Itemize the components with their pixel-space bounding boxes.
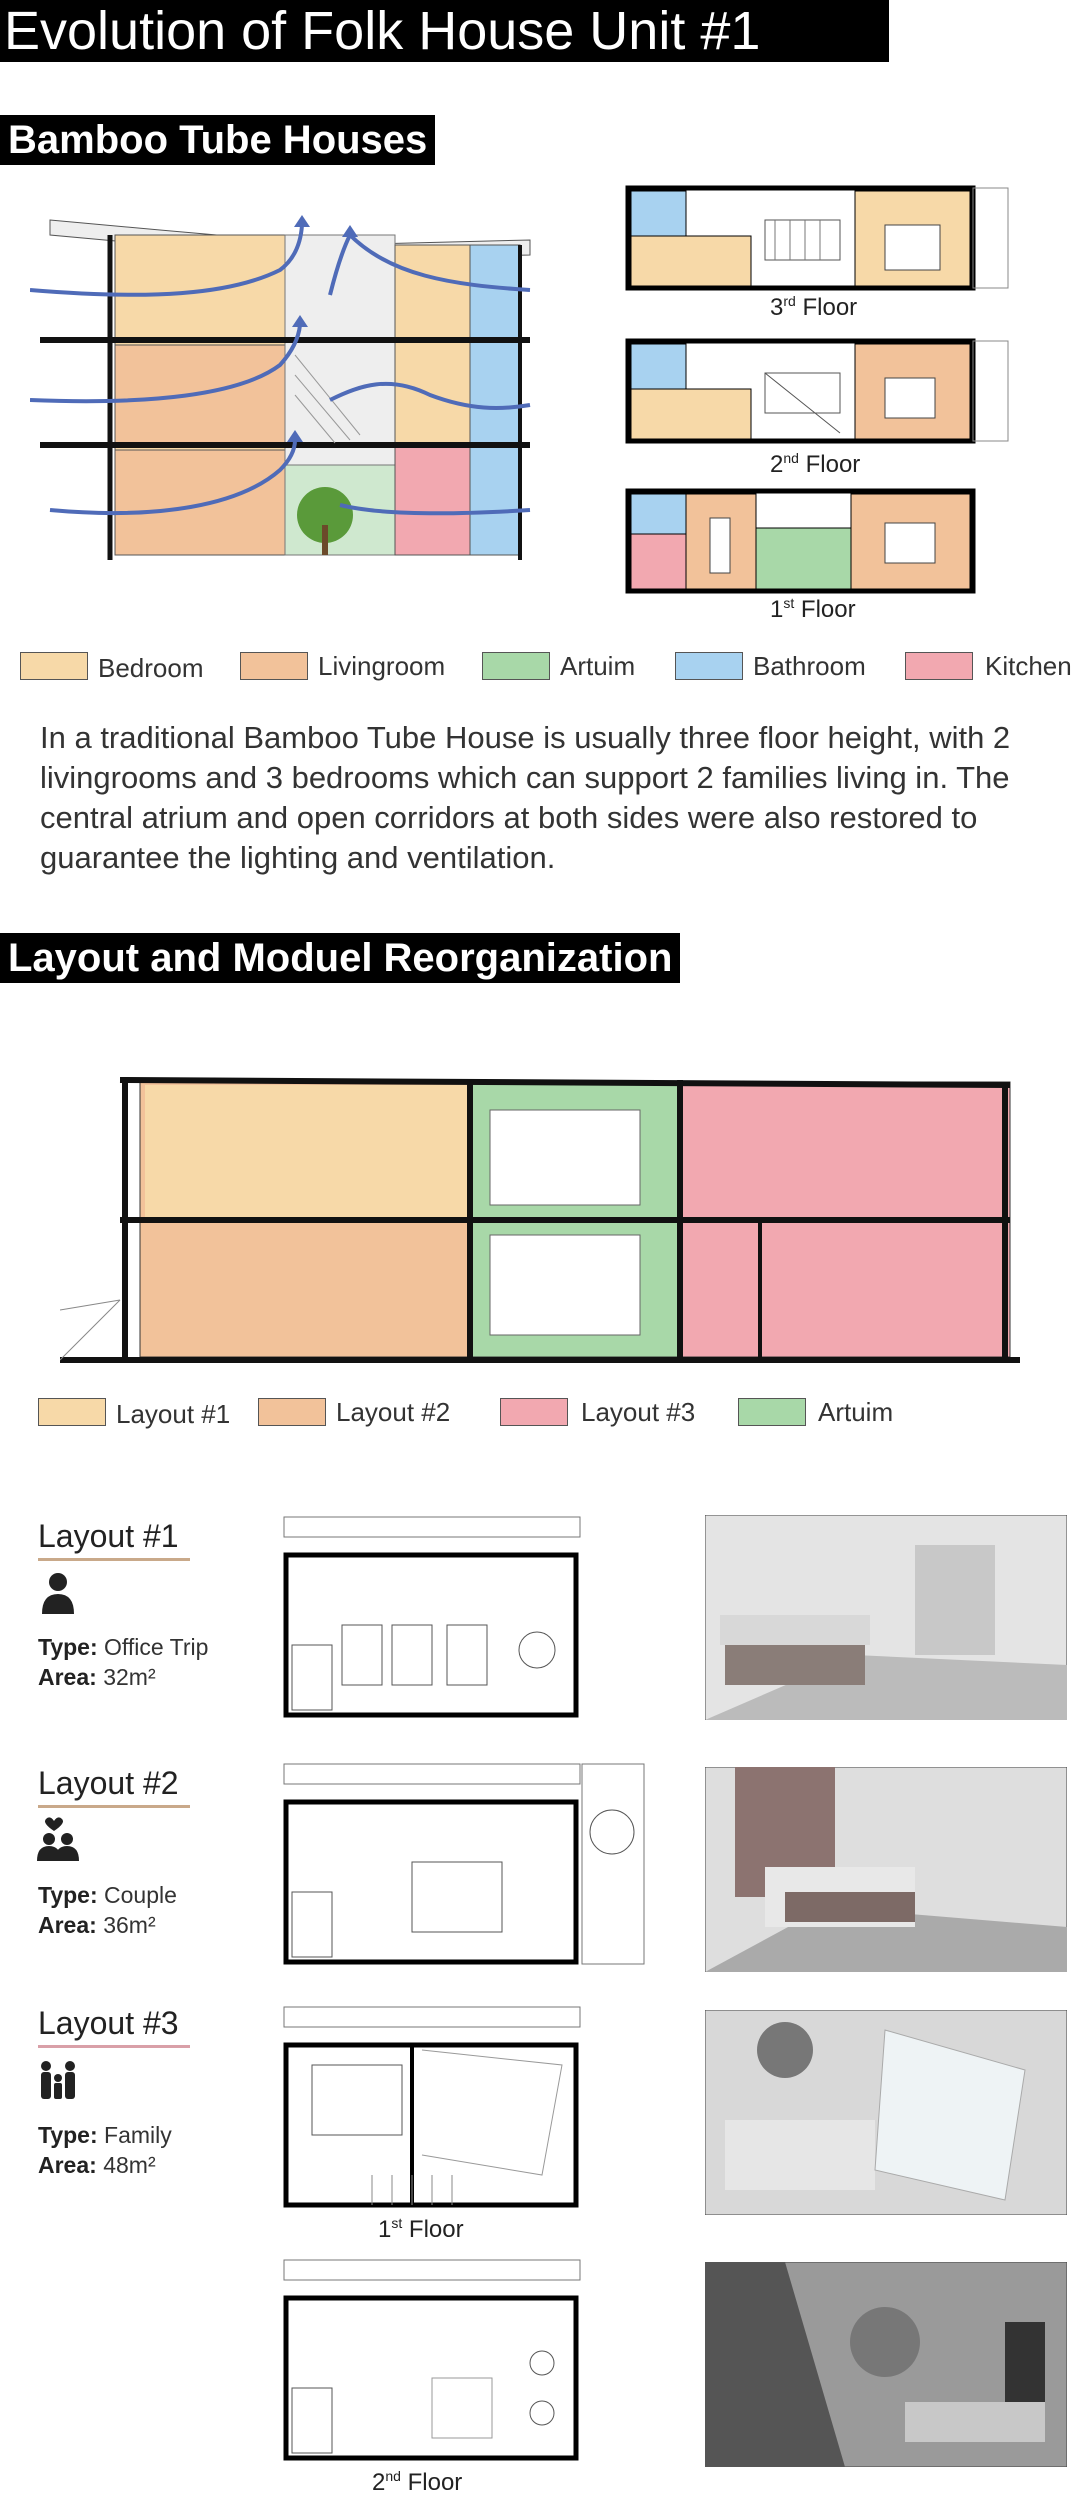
section-title-layout: Layout and Moduel Reorganization <box>0 933 680 983</box>
layout3-floor-plan-2nd <box>282 2258 584 2463</box>
layout3-floor-plan-1st <box>282 2005 584 2210</box>
single-person-icon <box>40 1572 76 1616</box>
legend-label-kitchen: Kitchen <box>985 651 1072 681</box>
layout3-floor-label-2nd: 2nd Floor <box>372 2468 463 2496</box>
legend-swatch-bedroom <box>20 652 88 680</box>
floor-label-1st: 1st Floor <box>770 595 856 623</box>
layout3-type: Type: Family <box>38 2122 172 2148</box>
layout2-type: Type: Couple <box>38 1882 177 1908</box>
layout2-underline <box>38 1805 190 1808</box>
legend-label-layout2: Layout #2 <box>336 1397 451 1427</box>
legend-label-artuim: Artuim <box>560 651 636 681</box>
layout1-floor-plan <box>282 1515 584 1720</box>
legend-label-livingroom: Livingroom <box>318 651 446 681</box>
bamboo-house-section-illustration <box>30 215 540 575</box>
layout1-underline <box>38 1558 190 1561</box>
layout2-title: Layout #2 <box>38 1765 179 1801</box>
layout1-type: Type: Office Trip <box>38 1634 209 1660</box>
legend-label-layout3: Layout #3 <box>581 1397 696 1427</box>
legend-swatch-livingroom <box>240 652 308 680</box>
layout3-title: Layout #3 <box>38 2005 179 2041</box>
layout-legend <box>38 1398 938 1430</box>
layout1-area: Area: 32m² <box>38 1664 156 1690</box>
layout3-area: Area: 48m² <box>38 2152 156 2178</box>
bamboo-house-description: In a traditional Bamboo Tube House is usually three floor height, with 2 livingrooms and 3 bedrooms which can support 2 families living in. The central atrium and open corridors at both sides were also restored to guarantee the lighting and ventilation. <box>40 720 1011 875</box>
floor-label-3rd: 3rd Floor <box>770 293 858 321</box>
legend-label-layout1: Layout #1 <box>116 1399 231 1429</box>
legend-swatch-layout2 <box>258 1398 326 1426</box>
layout2-area: Area: 36m² <box>38 1912 156 1938</box>
floor-plan-1st <box>625 488 1010 598</box>
legend-label-bathroom: Bathroom <box>753 651 866 681</box>
floor-plan-3rd <box>625 185 1010 295</box>
legend-swatch-layout1 <box>38 1398 106 1426</box>
legend-label-bedroom: Bedroom <box>98 653 204 683</box>
couple-icon <box>36 1815 84 1863</box>
layout2-render-photo <box>705 1767 1067 1972</box>
layout3-underline <box>38 2045 190 2048</box>
layout2-floor-plan <box>282 1762 647 1967</box>
room-type-legend <box>20 652 1080 684</box>
legend-label-artuim-2: Artuim <box>818 1397 894 1427</box>
family-icon <box>36 2060 84 2100</box>
legend-swatch-layout3 <box>500 1398 568 1426</box>
floor-label-2nd: 2nd Floor <box>770 450 861 478</box>
legend-swatch-artuim-2 <box>738 1398 806 1426</box>
layout3-render-photo-2 <box>705 2262 1067 2467</box>
legend-swatch-kitchen <box>905 652 973 680</box>
layout1-render-photo <box>705 1515 1067 1720</box>
layout3-floor-label-1st: 1st Floor <box>378 2215 464 2243</box>
floor-plan-2nd <box>625 338 1010 448</box>
section-title-bamboo: Bamboo Tube Houses <box>0 115 435 165</box>
layout3-render-photo-1 <box>705 2010 1067 2215</box>
layout-reorganization-section-illustration <box>60 1070 1030 1365</box>
page-title: Evolution of Folk House Unit #1 <box>0 0 889 62</box>
legend-swatch-bathroom <box>675 652 743 680</box>
layout1-title: Layout #1 <box>38 1518 179 1554</box>
legend-swatch-artuim <box>482 652 550 680</box>
